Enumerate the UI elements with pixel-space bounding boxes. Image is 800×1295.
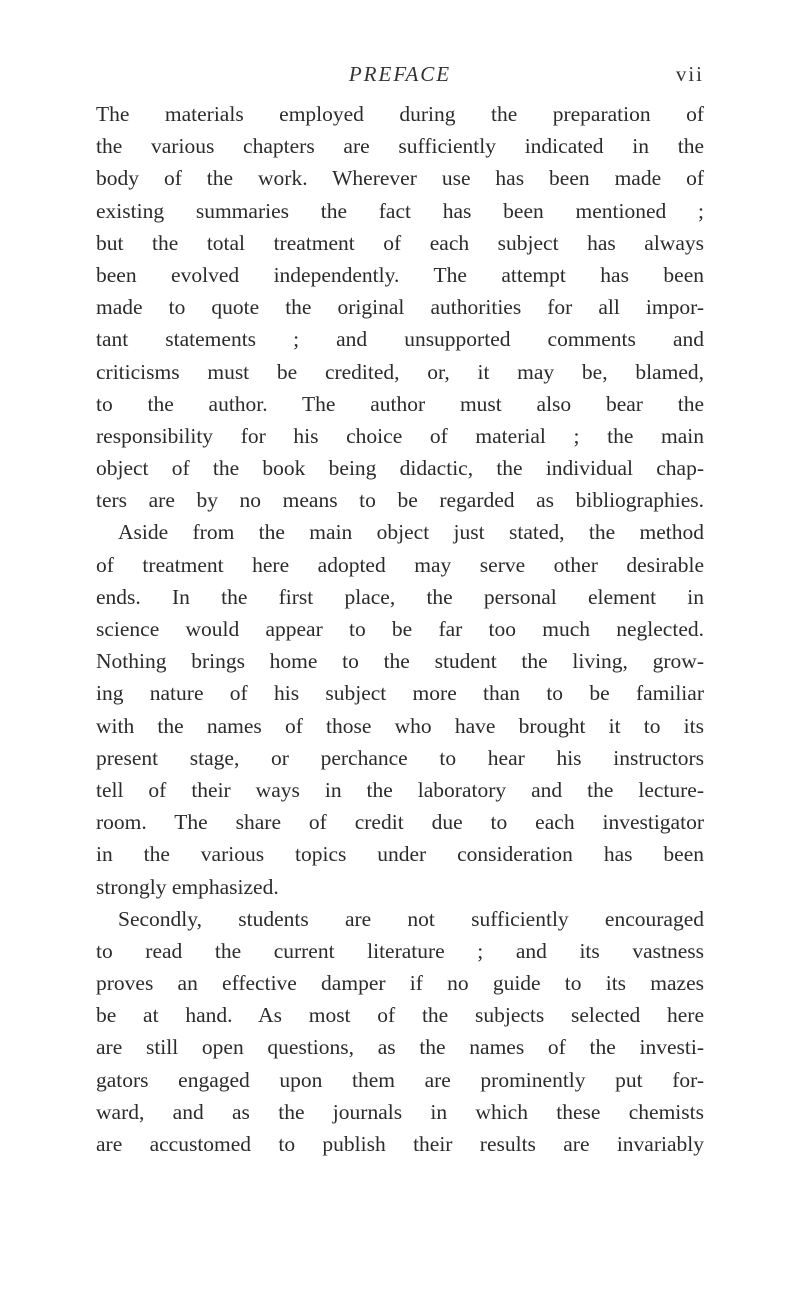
text-line: ends. In the first place, the personal element in xyxy=(96,584,704,609)
text-line: criticisms must be credited, or, it may be, blamed, xyxy=(96,359,704,384)
text-line: ing nature of his subject more than to be familiar xyxy=(96,681,704,706)
text-line: made to quote the original authorities for all impor- xyxy=(96,295,704,320)
text-line: strongly emphasized. xyxy=(96,874,279,899)
text-line: with the names of those who have brought it to its xyxy=(96,713,704,738)
text-line: ters are by no means to be regarded as bibliographies. xyxy=(96,488,704,513)
text-line: to read the current literature ; and its vastness xyxy=(96,938,704,963)
text-line: room. The share of credit due to each investigator xyxy=(96,810,704,835)
running-title: PREFACE xyxy=(348,62,452,86)
text-line: but the total treatment of each subject has always xyxy=(96,230,704,255)
text-line: gators engaged upon them are prominently put for- xyxy=(96,1067,704,1092)
text-line: existing summaries the fact has been mentioned ; xyxy=(96,198,704,223)
text-line: be at hand. As most of the subjects selected here xyxy=(96,1003,704,1028)
text-line: object of the book being didactic, the individual chap- xyxy=(96,456,704,481)
text-line: ward, and as the journals in which these chemists xyxy=(96,1099,704,1124)
text-line: present stage, or perchance to hear his instructors xyxy=(96,745,704,770)
text-line: been evolved independently. The attempt has been xyxy=(96,262,704,287)
text-line: are accustomed to publish their results are invariably xyxy=(96,1132,704,1156)
text-line: responsibility for his choice of material ; the main xyxy=(96,423,704,448)
preface-text xyxy=(96,98,704,1160)
text-line: to the author. The author must also bear the xyxy=(96,391,704,416)
text-line: the various chapters are sufficiently indicated in the xyxy=(96,134,704,159)
text-line: body of the work. Wherever use has been made of xyxy=(96,166,704,191)
text-line: Nothing brings home to the student the living, grow- xyxy=(96,649,704,674)
text-line: in the various topics under consideration has been xyxy=(96,842,704,867)
running-head xyxy=(96,62,704,90)
text-line: tell of their ways in the laboratory and the lecture- xyxy=(96,777,704,802)
text-line: science would appear to be far too much neglected. xyxy=(96,617,704,641)
text-line: Aside from the main object just stated, the method xyxy=(118,520,704,545)
text-line: proves an effective damper if no guide to its mazes xyxy=(96,971,704,996)
text-line: The materials employed during the preparation of xyxy=(96,102,704,126)
text-line: are still open questions, as the names of the investi- xyxy=(96,1035,704,1060)
page-number: vii xyxy=(675,62,704,86)
text-line: Secondly, students are not sufficiently encouraged xyxy=(118,906,704,931)
text-line: of treatment here adopted may serve other desirable xyxy=(96,552,704,577)
text-line: tant statements ; and unsupported comments and xyxy=(96,327,704,352)
